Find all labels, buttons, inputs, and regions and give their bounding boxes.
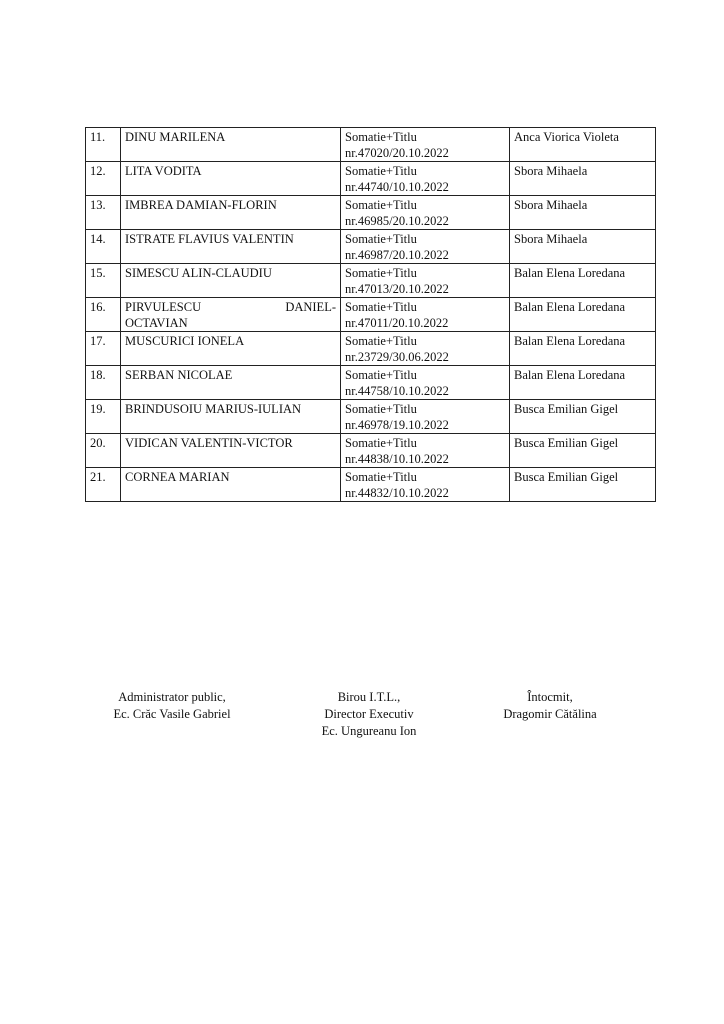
responsible-person: Busca Emilian Gigel — [510, 434, 656, 468]
responsible-person: Sbora Mihaela — [510, 196, 656, 230]
document-type: Somatie+Titlu — [345, 198, 417, 212]
records-table — [85, 127, 656, 502]
document-reference — [341, 162, 510, 196]
debtor-name-part2: DANIEL- — [285, 300, 336, 314]
debtor-name: LITA VODITA — [121, 162, 341, 196]
row-number: 18. — [86, 366, 121, 400]
responsible-person: Busca Emilian Gigel — [510, 468, 656, 502]
debtor-name-line1 — [125, 299, 336, 315]
table-row — [86, 298, 656, 332]
table-row — [86, 196, 656, 230]
debtor-name: MUSCURICI IONELA — [121, 332, 341, 366]
table-row — [86, 468, 656, 502]
document-type: Somatie+Titlu — [345, 402, 417, 416]
debtor-name: VIDICAN VALENTIN-VICTOR — [121, 434, 341, 468]
document-type: Somatie+Titlu — [345, 266, 417, 280]
signature-block-itl — [296, 689, 442, 740]
responsible-person: Busca Emilian Gigel — [510, 400, 656, 434]
document-type: Somatie+Titlu — [345, 368, 417, 382]
document-type: Somatie+Titlu — [345, 470, 417, 484]
table-row — [86, 230, 656, 264]
document-number: nr.47020/20.10.2022 — [345, 146, 449, 160]
table-row — [86, 162, 656, 196]
document-reference — [341, 230, 510, 264]
responsible-person: Balan Elena Loredana — [510, 264, 656, 298]
row-number: 13. — [86, 196, 121, 230]
document-number: nr.44740/10.10.2022 — [345, 180, 449, 194]
document-reference — [341, 366, 510, 400]
document-number: nr.47011/20.10.2022 — [345, 316, 449, 330]
signature-name: Ec. Ungureanu Ion — [321, 724, 417, 738]
table-row — [86, 434, 656, 468]
debtor-name: IMBREA DAMIAN-FLORIN — [121, 196, 341, 230]
table-row — [86, 366, 656, 400]
signature-block-prepared-by — [480, 689, 620, 723]
document-type: Somatie+Titlu — [345, 300, 417, 314]
debtor-name: BRINDUSOIU MARIUS-IULIAN — [121, 400, 341, 434]
document-number: nr.46978/19.10.2022 — [345, 418, 449, 432]
responsible-person: Anca Viorica Violeta — [510, 128, 656, 162]
signature-name: Ec. Crăc Vasile Gabriel — [113, 707, 231, 721]
document-reference — [341, 434, 510, 468]
document-reference — [341, 400, 510, 434]
responsible-person: Sbora Mihaela — [510, 162, 656, 196]
row-number: 16. — [86, 298, 121, 332]
table-row — [86, 128, 656, 162]
document-type: Somatie+Titlu — [345, 232, 417, 246]
table-row — [86, 400, 656, 434]
signature-title: Administrator public, — [118, 690, 226, 704]
row-number: 20. — [86, 434, 121, 468]
debtor-name-line2: OCTAVIAN — [125, 316, 188, 330]
signature-title: Birou I.T.L., — [337, 690, 401, 704]
row-number: 14. — [86, 230, 121, 264]
responsible-person: Sbora Mihaela — [510, 230, 656, 264]
table-row — [86, 264, 656, 298]
row-number: 12. — [86, 162, 121, 196]
document-reference — [341, 332, 510, 366]
debtor-name: DINU MARILENA — [121, 128, 341, 162]
document-number: nr.47013/20.10.2022 — [345, 282, 449, 296]
document-type: Somatie+Titlu — [345, 130, 417, 144]
table-row — [86, 332, 656, 366]
debtor-name-part1: PIRVULESCU — [125, 300, 202, 314]
debtor-name: CORNEA MARIAN — [121, 468, 341, 502]
row-number: 15. — [86, 264, 121, 298]
debtor-name: SIMESCU ALIN-CLAUDIU — [121, 264, 341, 298]
signature-name: Dragomir Cătălina — [503, 707, 597, 721]
document-number: nr.44832/10.10.2022 — [345, 486, 449, 500]
document-reference — [341, 264, 510, 298]
responsible-person: Balan Elena Loredana — [510, 332, 656, 366]
signature-title: Întocmit, — [527, 690, 573, 704]
responsible-person: Balan Elena Loredana — [510, 366, 656, 400]
row-number: 21. — [86, 468, 121, 502]
document-type: Somatie+Titlu — [345, 436, 417, 450]
responsible-person: Balan Elena Loredana — [510, 298, 656, 332]
signature-role: Director Executiv — [324, 707, 414, 721]
document-number: nr.44758/10.10.2022 — [345, 384, 449, 398]
row-number: 11. — [86, 128, 121, 162]
document-reference — [341, 128, 510, 162]
document-number: nr.46987/20.10.2022 — [345, 248, 449, 262]
debtor-name — [121, 298, 341, 332]
row-number: 19. — [86, 400, 121, 434]
document-reference — [341, 468, 510, 502]
signature-block-administrator — [92, 689, 252, 723]
document-type: Somatie+Titlu — [345, 164, 417, 178]
document-reference — [341, 298, 510, 332]
document-number: nr.44838/10.10.2022 — [345, 452, 449, 466]
debtor-name: ISTRATE FLAVIUS VALENTIN — [121, 230, 341, 264]
document-number: nr.46985/20.10.2022 — [345, 214, 449, 228]
document-number: nr.23729/30.06.2022 — [345, 350, 449, 364]
document-type: Somatie+Titlu — [345, 334, 417, 348]
row-number: 17. — [86, 332, 121, 366]
debtor-name: SERBAN NICOLAE — [121, 366, 341, 400]
document-reference — [341, 196, 510, 230]
